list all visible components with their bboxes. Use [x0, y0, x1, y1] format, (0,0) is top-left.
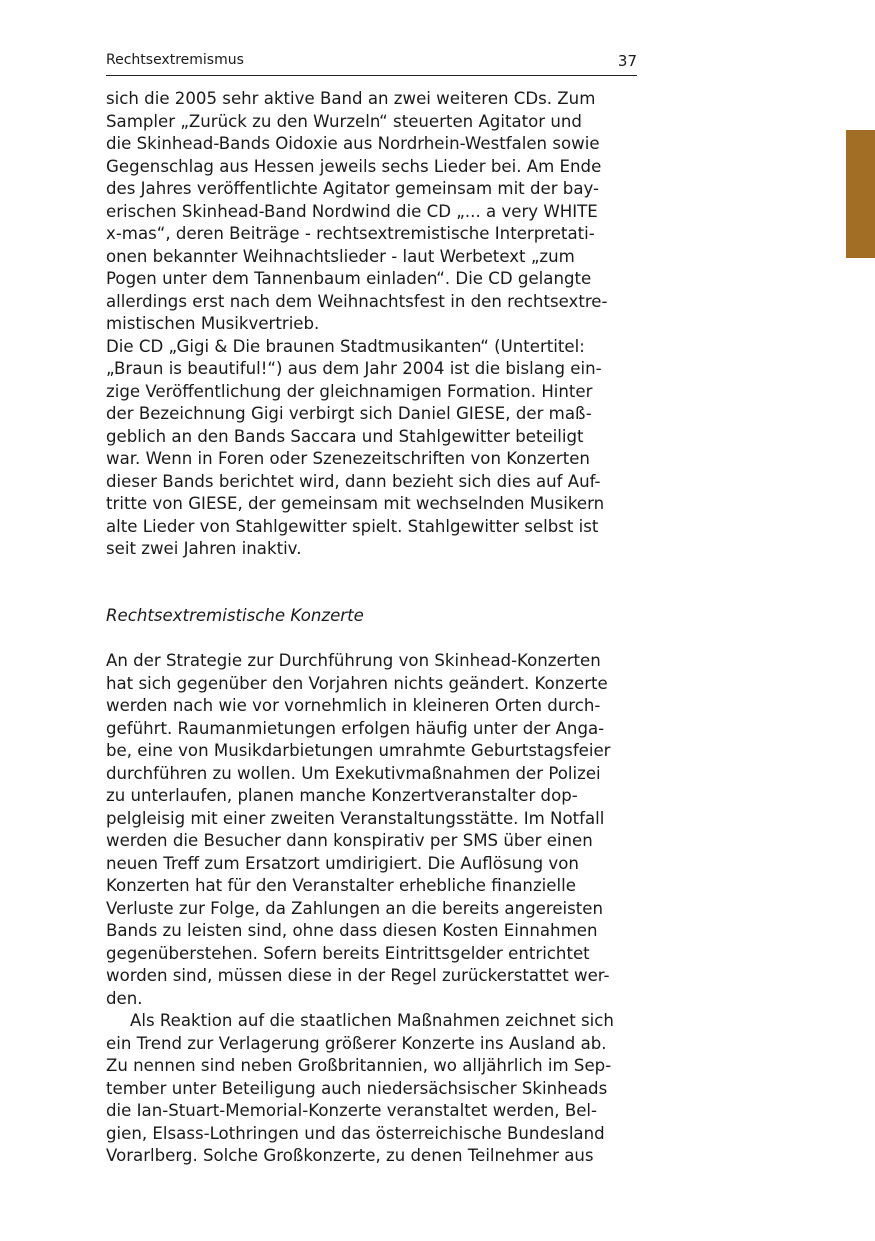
text-line: zu unterlaufen, planen manche Konzertveranstalter dop- [106, 786, 578, 805]
text-line: erischen Skinhead-Band Nordwind die CD „... a very WHITE [106, 201, 598, 221]
text-line: Gegenschlag aus Hessen jeweils sechs Lieder bei. Am Ende [106, 156, 602, 176]
text-line: be, eine von Musikdarbietungen umrahmte Geburtstagsfeier [106, 741, 611, 760]
running-header-title: Rechtsextremismus [106, 52, 244, 68]
text-line: alte Lieder von Stahlgewitter spielt. Stahlgewitter selbst ist [106, 516, 599, 536]
text-line: Zu nennen sind neben Großbritannien, wo alljährlich im Sep- [106, 1056, 612, 1075]
text-line: pelgleisig mit einer zweiten Veranstaltungsstätte. Im Notfall [106, 808, 605, 828]
text-line: die Skinhead-Bands Oidoxie aus Nordrhein-Westfalen sowie [106, 134, 600, 153]
page-number: 37 [617, 52, 637, 70]
paragraph-band-cds [106, 88, 637, 336]
text-line: sich die 2005 sehr aktive Band an zwei weiteren CDs. Zum [106, 89, 596, 108]
text-line: An der Strategie zur Durchführung von Skinhead-Konzerten [106, 651, 601, 670]
text-line: Die CD „Gigi & Die braunen Stadtmusikanten“ (Untertitel: [106, 336, 585, 356]
text-line: seit zwei Jahren inaktiv. [106, 539, 302, 558]
text-line: „Braun is beautiful!“) aus dem Jahr 2004 ist die bislang ein- [106, 359, 602, 378]
text-line: hat sich gegenüber den Vorjahren nichts geändert. Konzerte [106, 673, 608, 693]
text-line: der Bezeichnung Gigi verbirgt sich Daniel GIESE, der maß- [106, 404, 592, 423]
text-line: mistischen Musikvertrieb. [106, 314, 320, 333]
text-line: gien, Elsass-Lothringen und das österreichische Bundesland [106, 1123, 605, 1143]
paragraph-concert-strategy [106, 650, 637, 1010]
text-line: Vorarlberg. Solche Großkonzerte, zu denen Teilnehmer aus [106, 1146, 594, 1165]
text-line: geblich an den Bands Saccara und Stahlgewitter beteiligt [106, 426, 584, 446]
text-line: Sampler „Zurück zu den Wurzeln“ steuerten Agitator und [106, 111, 582, 131]
section-spacer [106, 561, 637, 605]
text-line: neuen Treff zum Ersatzort umdirigiert. Die Auflösung von [106, 853, 579, 873]
text-line: tember unter Beteiligung auch niedersächsischer Skinheads [106, 1078, 608, 1098]
text-line: Konzerten hat für den Veranstalter erhebliche finanzielle [106, 876, 576, 895]
text-line: gegenüberstehen. Sofern bereits Eintrittsgelder entrichtet [106, 943, 590, 963]
text-line: ein Trend zur Verlagerung größerer Konzerte ins Ausland ab. [106, 1033, 607, 1053]
text-line: Als Reaktion auf die staatlichen Maßnahmen zeichnet sich [130, 1011, 614, 1030]
chapter-thumb-tab [846, 130, 875, 258]
text-line: des Jahres veröffentlichte Agitator gemeinsam mit der bay- [106, 179, 600, 198]
running-header [106, 51, 637, 76]
text-line: zige Veröffentlichung der gleichnamigen Formation. Hinter [106, 381, 593, 401]
paragraph-concerts-abroad [106, 1010, 637, 1168]
text-line: durchführen zu wollen. Um Exekutivmaßnahmen der Polizei [106, 763, 601, 783]
heading-spacer [106, 627, 637, 650]
text-line: die Ian-Stuart-Memorial-Konzerte veranstaltet werden, Bel- [106, 1101, 598, 1120]
text-line: Verluste zur Folge, da Zahlungen an die bereits angereisten [106, 898, 604, 918]
text-line: geführt. Raumanmietungen erfolgen häufig unter der Anga- [106, 718, 605, 738]
text-line: werden die Besucher dann konspirativ per SMS über einen [106, 831, 593, 850]
page-body [106, 88, 637, 1168]
text-line: tritte von GIESE, der gemeinsam mit wechselnden Musikern [106, 494, 605, 513]
text-line: werden nach wie vor vornehmlich in kleineren Orten durch- [106, 696, 601, 715]
text-line: Bands zu leisten sind, ohne dass diesen Kosten Einnahmen [106, 921, 598, 940]
text-line: dieser Bands berichtet wird, dann bezieht sich dies auf Auf- [106, 471, 601, 491]
text-line: allerdings erst nach dem Weihnachtsfest in den rechtsextre- [106, 291, 608, 311]
text-line: worden sind, müssen diese in der Regel zurückerstattet wer- [106, 966, 610, 985]
text-line: x-mas“, deren Beiträge - rechtsextremistische Interpretati- [106, 224, 595, 243]
section-heading: Rechtsextremistische Konzerte [106, 605, 364, 625]
text-line: war. Wenn in Foren oder Szenezeitschriften von Konzerten [106, 449, 590, 468]
text-line: den. [106, 988, 143, 1008]
paragraph-gigi-cd [106, 336, 637, 561]
text-line: Pogen unter dem Tannenbaum einladen“. Die CD gelangte [106, 269, 592, 288]
text-line: onen bekannter Weihnachtslieder - laut Werbetext „zum [106, 246, 575, 266]
